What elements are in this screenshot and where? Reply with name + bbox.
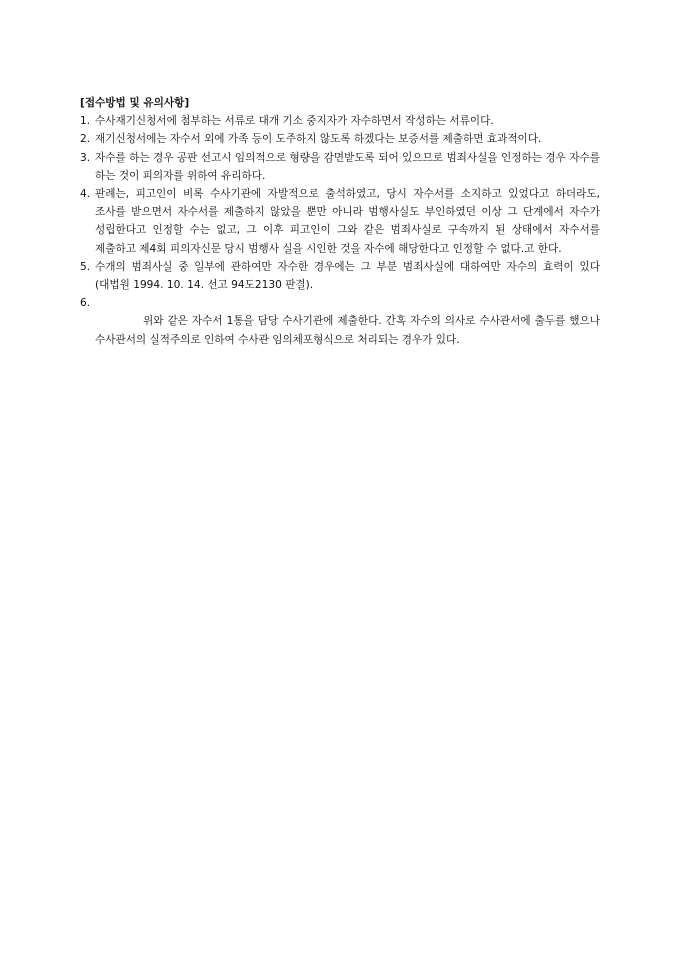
item-text: 재기신청서에는 자수서 외에 가족 등이 도주하지 않도록 하겠다는 보증서를 제출하면 효과적이다. bbox=[95, 133, 542, 146]
list-item bbox=[80, 149, 600, 185]
item-number: 2. bbox=[80, 133, 91, 146]
item-number: 4. bbox=[80, 188, 91, 201]
item-text: 수사재기신청서에 첨부하는 서류로 대개 기소 중지자가 자수하면서 작성하는 서류이다. bbox=[95, 115, 494, 128]
item-text: 판례는, 피고인이 비록 수사기관에 자발적으로 출석하였고, 당시 자수서를 소지하고 있었다고 하더라도, 조사를 받으면서 자수서를 제출하지 않았을 뿐만 아니라 범행사실도 부인하였던 이상 그 단계에서 자수가 성립한다고 인정할 수는 없고, 그 이후 피고인이 그와 같은 범죄사실로 구속까지 된 상태에서 자수서를 제출하고 제4회 피의자신문 당시 범행사 실을 시인한 것을 자수에 해당한다고 인정할 수 없다.고 한다. bbox=[95, 188, 600, 255]
item-text: 수개의 범죄사실 중 일부에 관하여만 자수한 경우에는 그 부분 범죄사실에 대하여만 자수의 효력이 있다(대법원 1994. 10. 14. 선고 94도2130 판결). bbox=[95, 260, 600, 292]
closing-paragraph: 위와 같은 자수서 1통을 담당 수사기관에 제출한다. 간혹 자수의 의사로 수사관서에 출두를 했으나 수사관서의 실적주의로 인하여 수사관 임의체포형식으로 처리되는 경우가 있다. bbox=[95, 315, 600, 346]
item-number: 1. bbox=[80, 115, 91, 128]
list-item bbox=[80, 112, 600, 130]
document-body bbox=[80, 94, 600, 349]
list-item bbox=[80, 185, 600, 258]
list-item bbox=[80, 258, 600, 294]
item-text: 자수를 하는 경우 공판 선고시 임의적으로 형량을 감면받도록 되어 있으므로 범죄사실을 인정하는 경우 자수를 하는 것이 피의자를 위하여 유리하다. bbox=[95, 151, 600, 182]
list-item bbox=[80, 130, 600, 148]
list-item bbox=[80, 294, 600, 312]
section-heading: [접수방법 및 유의사항] bbox=[80, 97, 190, 109]
item-number: 6. bbox=[80, 297, 91, 310]
item-number: 5. bbox=[80, 260, 91, 273]
item-number: 3. bbox=[80, 151, 91, 164]
